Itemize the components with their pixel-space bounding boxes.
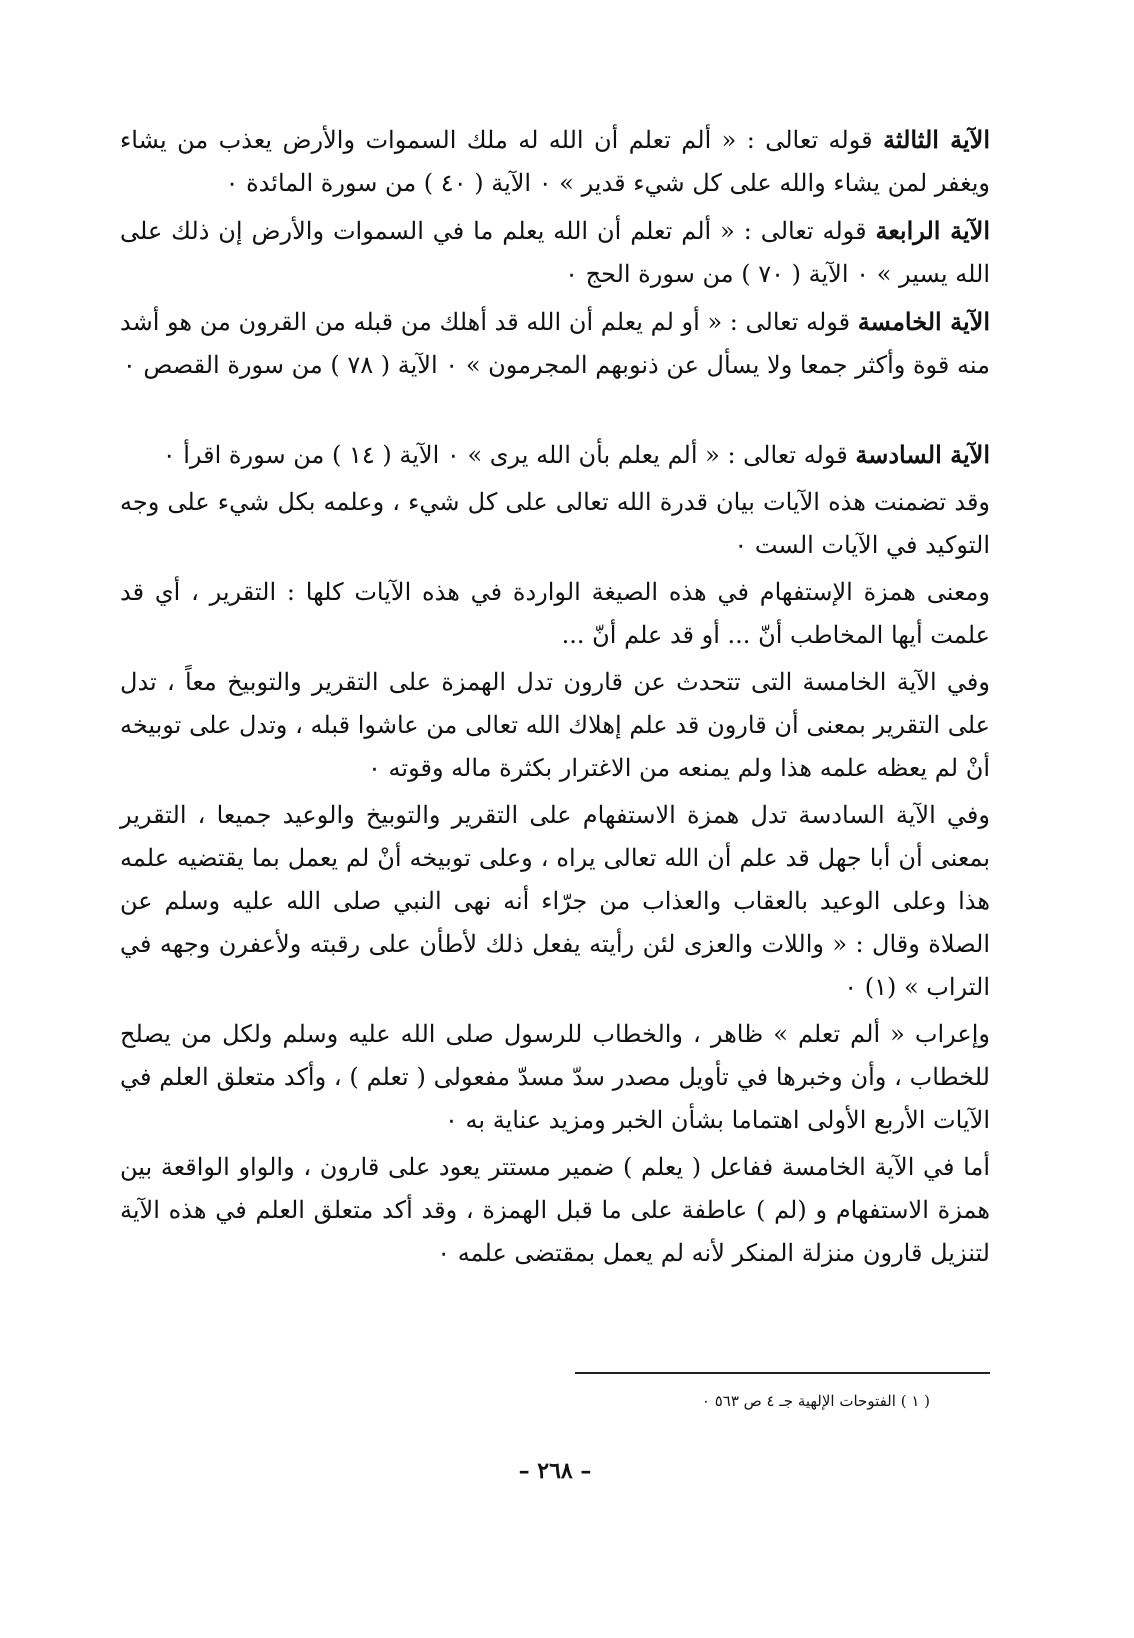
paragraph-verse-6 — [120, 433, 990, 477]
document-page — [120, 118, 990, 1618]
paragraph-verse-3 — [120, 118, 990, 205]
paragraph-verse-4 — [120, 209, 990, 296]
paragraph-fifth-verse-analysis — [120, 661, 990, 790]
paragraph-text: ومعنى همزة الإستفهام في هذه الصيغة الواردة في هذه الآيات كلها : التقرير ، أي قد علمت أيها المخاطب أنّ ... أو قد علم أنّ ... — [120, 578, 990, 649]
page-number: – ٢٦٨ – — [518, 1458, 592, 1484]
paragraph-grammar — [120, 1013, 990, 1142]
paragraph-summary — [120, 481, 990, 567]
paragraph-text: وقد تضمنت هذه الآيات بيان قدرة الله تعالى على كل شيء ، وعلمه بكل شيء على وجه التوكيد في الآيات الست ٠ — [120, 488, 990, 559]
paragraph-text: قوله تعالى : « أو لم يعلم أن الله قد أهلك من قبله من القرون من هو أشد منه قوة وأكثر جمعا ولا يسأل عن ذنوبهم المجرمون » ٠ الآية ( ٧٨ ) من سورة القصص ٠ — [120, 308, 990, 379]
verse-heading: الآية الثالثة — [883, 125, 990, 154]
verse-heading: الآية الخامسة — [857, 307, 990, 336]
verse-heading: الآية الرابعة — [875, 216, 990, 245]
footnote-divider — [575, 1372, 990, 1374]
paragraph-text: وفي الآية السادسة تدل همزة الاستفهام على التقرير والتوبيخ والوعيد جميعا ، التقرير بمعنى أن أبا جهل قد علم أن الله تعالى يراه ، وعلى توبيخه أنْ لم يعمل بما يقتضيه علمه هذا وعلى الوعيد بالعقاب والعذاب من جرّاء أنه نهى النبي صلى الله عليه وسلم عن الصلاة وقال : « واللات والعزى لئن رأيته يفعل ذلك لأطأن على رقبته ولأعفرن وجهه في التراب » (١) ٠ — [120, 801, 990, 1001]
paragraph-verse-5 — [120, 300, 990, 387]
paragraph-text: أما في الآية الخامسة ففاعل ( يعلم ) ضمير مستتر يعود على قارون ، والواو الواقعة بين همزة الاستفهام و (لم ) عاطفة على ما قبل الهمزة ، وقد أكد متعلق العلم في هذه الآية لتنزيل قارون منزلة المنكر لأنه لم يعمل بمقتضى علمه ٠ — [120, 1153, 990, 1267]
verse-heading: الآية السادسة — [855, 440, 990, 469]
paragraph-fifth-verse-grammar — [120, 1146, 990, 1275]
paragraph-text: قوله تعالى : « ألم يعلم بأن الله يرى » ٠ الآية ( ١٤ ) من سورة اقرأ ٠ — [162, 441, 856, 469]
paragraph-text: قوله تعالى : « ألم تعلم أن الله يعلم ما في السموات والأرض إن ذلك على الله يسير » ٠ الآية ( ٧٠ ) من سورة الحج ٠ — [120, 217, 990, 288]
paragraph-text: وإعراب « ألم تعلم » ظاهر ، والخطاب للرسول صلى الله عليه وسلم ولكل من يصلح للخطاب ، وأن وخبرها في تأويل مصدر سدّ مسدّ مفعولى ( تعلم ) ، وأكد متعلق العلم في الآيات الأربع الأولى اهتماما بشأن الخبر ومزيد عناية به ٠ — [120, 1020, 990, 1134]
footnote: ( ١ ) الفتوحات الإلهية جـ ٤ ص ٥٦٣ ٠ — [701, 1392, 930, 1410]
paragraph-text: وفي الآية الخامسة التى تتحدث عن قارون تدل الهمزة على التقرير والتوبيخ معاً ، تدل على التقرير بمعنى أن قارون قد علم إهلاك الله تعالى من عاشوا قبله ، وتدل على توبيخه أنْ لم يعظه علمه هذا ولم يمنعه من الاغترار بكثرة ماله وقوته ٠ — [120, 668, 990, 782]
paragraph-sixth-verse-analysis — [120, 794, 990, 1009]
paragraph-meaning — [120, 571, 990, 657]
paragraph-text: قوله تعالى : « ألم تعلم أن الله له ملك السموات والأرض يعذب من يشاء ويغفر لمن يشاء والله على كل شيء قدير » ٠ الآية ( ٤٠ ) من سورة المائدة ٠ — [120, 126, 990, 197]
